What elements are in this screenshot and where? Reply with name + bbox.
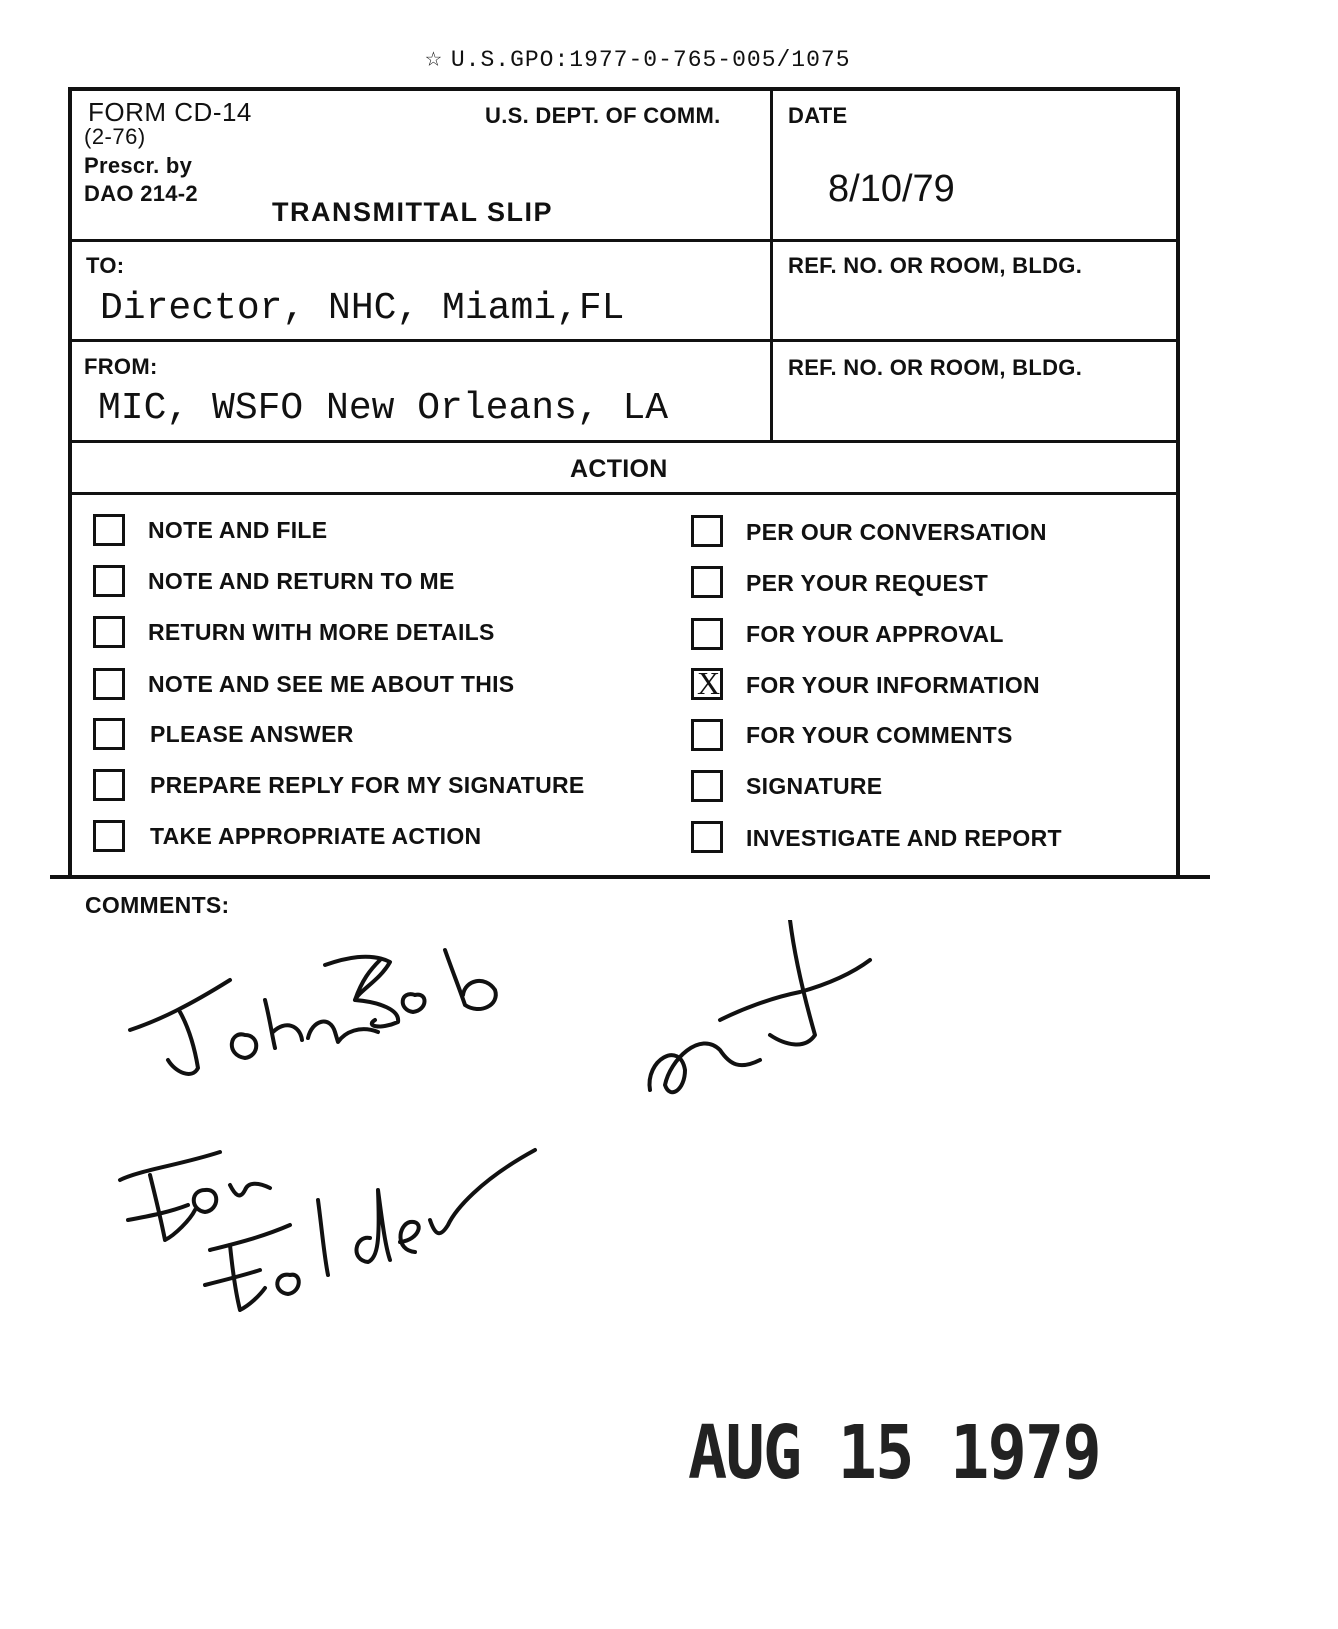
to-label: TO: [86, 253, 125, 278]
checkbox-signature[interactable] [691, 770, 723, 802]
checkbox-return-with-details[interactable] [93, 616, 125, 648]
checkbox-for-your-approval[interactable] [691, 618, 723, 650]
received-date-stamp: AUG 15 1979 [688, 1410, 1100, 1496]
action-label: TAKE APPROPRIATE ACTION [150, 823, 482, 849]
form-top-border [68, 87, 1180, 91]
action-label: NOTE AND SEE ME ABOUT THIS [148, 671, 515, 697]
checkbox-for-your-information[interactable] [691, 665, 723, 701]
checkbox-note-and-return[interactable] [93, 565, 125, 597]
action-heading: ACTION [570, 455, 668, 483]
rule-3 [68, 440, 1180, 443]
action-label: FOR YOUR APPROVAL [746, 621, 1004, 647]
checkbox-note-and-see-me[interactable] [93, 668, 125, 700]
form-bottom-border [50, 875, 1210, 879]
form-left-border [68, 87, 72, 877]
gpo-code: U.S.GPO:1977-0-765-005/1075 [450, 47, 851, 73]
from-label: FROM: [84, 354, 158, 379]
rule-2 [68, 339, 1180, 342]
column-divider [770, 87, 773, 442]
action-label: FOR YOUR INFORMATION [746, 672, 1040, 698]
action-label: FOR YOUR COMMENTS [746, 722, 1013, 748]
rule-1 [68, 239, 1180, 242]
rule-4 [68, 492, 1180, 495]
checkbox-per-your-request[interactable] [691, 566, 723, 598]
checkbox-for-your-comments[interactable] [691, 719, 723, 751]
star-icon: ☆ [425, 44, 443, 75]
dao-number: DAO 214-2 [84, 181, 198, 206]
date-value: 8/10/79 [828, 168, 955, 210]
checkbox-per-our-conversation[interactable] [691, 515, 723, 547]
action-label: INVESTIGATE AND REPORT [746, 825, 1062, 851]
department: U.S. DEPT. OF COMM. [485, 103, 721, 128]
action-label: RETURN WITH MORE DETAILS [148, 619, 495, 645]
to-value: Director, NHC, Miami,FL [100, 287, 625, 330]
action-label: PER YOUR REQUEST [746, 570, 989, 596]
checkbox-prepare-reply[interactable] [93, 769, 125, 801]
ref-label-from: REF. NO. OR ROOM, BLDG. [788, 355, 1083, 380]
form-id: FORM CD-14 [88, 97, 252, 127]
gpo-print-line [425, 40, 851, 75]
checkbox-take-action[interactable] [93, 820, 125, 852]
form-revision: (2-76) [84, 124, 146, 149]
from-value: MIC, WSFO New Orleans, LA [98, 387, 669, 430]
action-label: PLEASE ANSWER [150, 721, 354, 747]
action-label: PER OUR CONVERSATION [746, 519, 1047, 545]
action-label: PREPARE REPLY FOR MY SIGNATURE [150, 772, 585, 798]
checkbox-investigate[interactable] [691, 821, 723, 853]
ref-label-to: REF. NO. OR ROOM, BLDG. [788, 253, 1083, 278]
prescribed-by: Prescr. by [84, 153, 193, 178]
action-label: NOTE AND FILE [148, 517, 328, 543]
checkbox-note-and-file[interactable] [93, 514, 125, 546]
comments-label: COMMENTS: [85, 892, 230, 918]
form-right-border [1176, 87, 1180, 877]
handwritten-note [80, 920, 930, 1320]
check-mark: X [697, 665, 721, 701]
date-label: DATE [788, 103, 848, 128]
form-title: TRANSMITTAL SLIP [272, 197, 553, 227]
checkbox-please-answer[interactable] [93, 718, 125, 750]
action-label: NOTE AND RETURN TO ME [148, 568, 455, 594]
action-label: SIGNATURE [746, 773, 883, 799]
